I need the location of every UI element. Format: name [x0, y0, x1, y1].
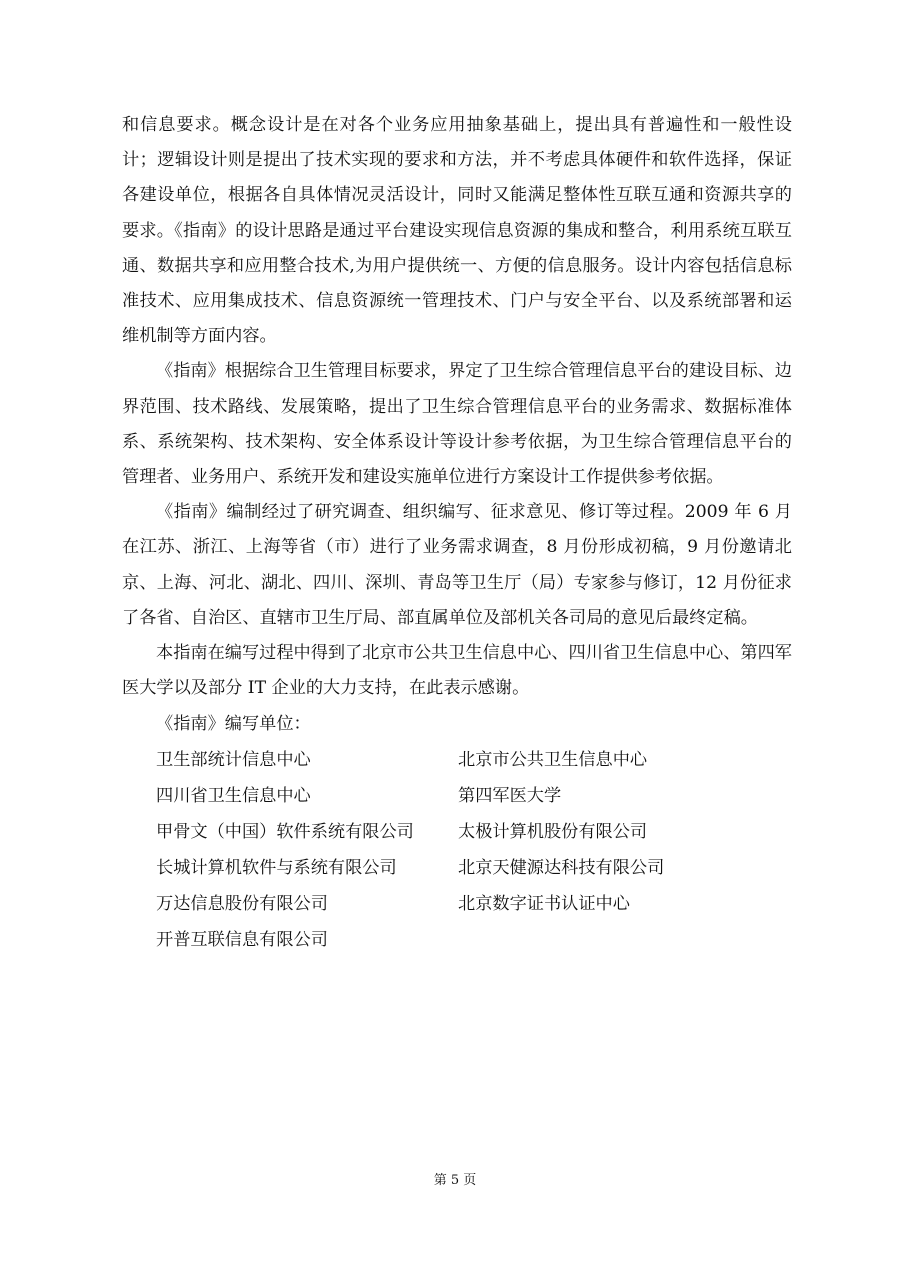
units-title: 《指南》编写单位： — [156, 714, 311, 735]
unit-item: 开普互联信息有限公司 — [156, 930, 328, 951]
unit-item: 北京数字证书认证中心 — [458, 894, 630, 915]
unit-item: 北京市公共卫生信息中心 — [458, 750, 648, 771]
paragraph-compilation-process: 《指南》编制经过了研究调查、组织编写、征求意见、修订等过程。2009 年 6 月在江苏、浙江、上海等省（市）进行了业务需求调查，8 月份形成初稿，9 月份邀请北京、上海、河北、湖北、四川、深圳、青岛等卫生厅（局）专家参与修订，12 月份征求了各省、自治区、直辖市卫生厅局、部直属单位及部机关各司局的意见后最终定稿。 — [122, 502, 792, 628]
units-list — [122, 742, 792, 958]
paragraph-design-concept: 和信息要求。概念设计是在对各个业务应用抽象基础上，提出具有普遍性和一般性设计；逻辑设计则是提出了技术实现的要求和方法，并不考虑具体硬件和软件选择，保证各建设单位，根据各自具体情况灵活设计，同时又能满足整体性互联互通和资源共享的要求。《指南》的设计思路是通过平台建设实现信息资源的集成和整合，利用系统互联互通、数据共享和应用整合技术,为用户提供统一、方便的信息服务。设计内容包括信息标准技术、应用集成技术、信息资源统一管理技术、门户与安全平台、以及系统部署和运维机制等方面内容。 — [122, 115, 792, 347]
unit-item: 太极计算机股份有限公司 — [458, 822, 648, 843]
unit-item: 第四军医大学 — [458, 786, 562, 807]
page-body — [122, 108, 792, 958]
paragraph-guide-scope: 《指南》根据综合卫生管理目标要求，界定了卫生综合管理信息平台的建设目标、边界范围、技术路线、发展策略，提出了卫生综合管理信息平台的业务需求、数据标准体系、系统架构、技术架构、安全体系设计等设计参考依据，为卫生综合管理信息平台的管理者、业务用户、系统开发和建设实施单位进行方案设计工作提供参考依据。 — [122, 361, 792, 488]
unit-item: 四川省卫生信息中心 — [156, 786, 311, 807]
unit-item: 长城计算机软件与系统有限公司 — [156, 858, 397, 879]
unit-item: 万达信息股份有限公司 — [156, 894, 328, 915]
unit-item: 甲骨文（中国）软件系统有限公司 — [156, 822, 414, 843]
paragraph-acknowledgements: 本指南在编写过程中得到了北京市公共卫生信息中心、四川省卫生信息中心、第四军医大学以及部分 IT 企业的大力支持，在此表示感谢。 — [122, 643, 792, 699]
unit-item: 北京天健源达科技有限公司 — [458, 858, 665, 879]
unit-item: 卫生部统计信息中心 — [156, 750, 311, 771]
page-number: 第 5 页 — [433, 1173, 477, 1188]
